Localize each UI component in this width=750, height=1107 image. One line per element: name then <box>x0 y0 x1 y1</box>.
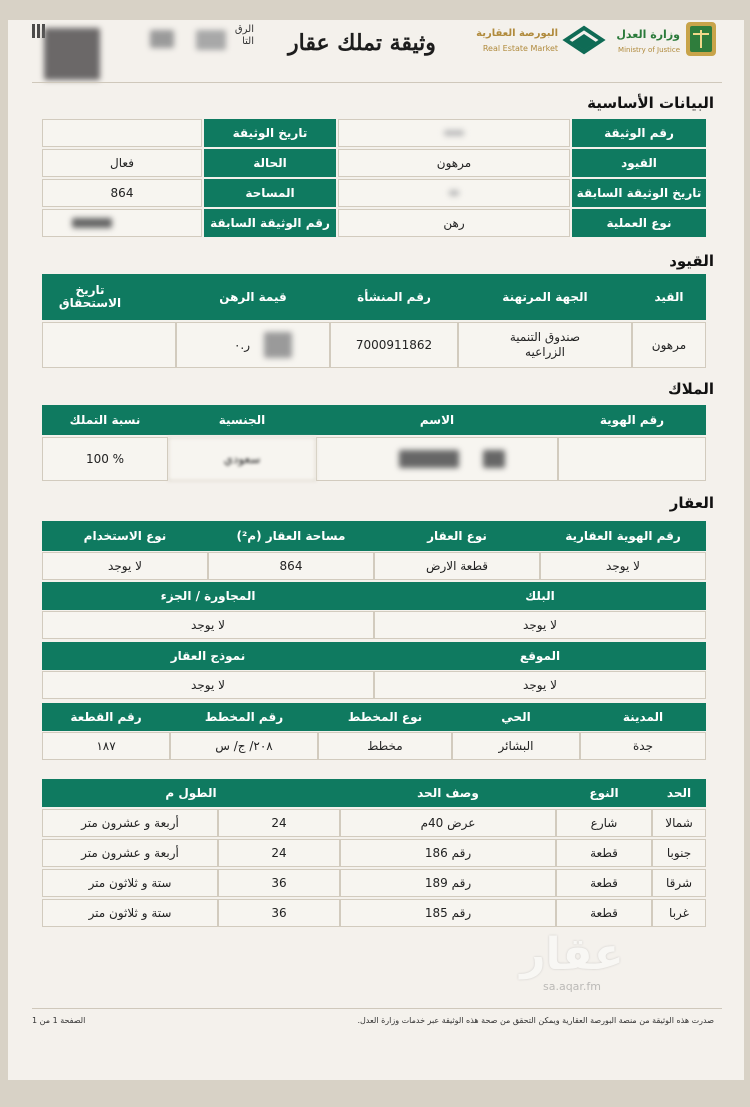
borders-col-direction: الحد <box>666 786 692 800</box>
borders-cell-direction: غربا <box>652 899 706 927</box>
header-small-text-2: التا <box>242 36 254 47</box>
property-col-location: الموقع <box>519 649 561 663</box>
market-logo-text-ar: البورصة العقارية <box>476 28 558 39</box>
property-cell-type: قطعة الارض <box>374 552 540 580</box>
value-doc-number <box>338 119 570 147</box>
property-cell-plot-number: ١٨٧ <box>42 732 170 760</box>
borders-cell-length: 24 <box>218 839 340 867</box>
owners-col-id: رقم الهوية <box>599 413 665 427</box>
borders-cell-type: شارع <box>556 809 652 837</box>
property-col-id: رقم الهوية العقارية <box>565 529 681 543</box>
restrictions-col-facility: رقم المنشأة <box>357 290 431 304</box>
restrictions-cell-type: مرهون <box>632 322 706 368</box>
borders-cell-length-words: أربعة و عشرون متر <box>42 839 218 867</box>
property-col-type: نوع العقار <box>427 529 487 543</box>
value-restrictions: مرهون <box>338 149 570 177</box>
borders-cell-length-words: أربعة و عشرون متر <box>42 809 218 837</box>
property-col-plot-number: رقم القطعة <box>70 710 142 724</box>
watermark-text-en: sa.aqar.fm <box>542 980 602 993</box>
redacted-value <box>449 190 459 196</box>
property-col-model: نموذج العقار <box>170 649 246 663</box>
header-small-text <box>228 24 254 48</box>
section-title-owners: الملاك <box>668 380 714 398</box>
property-cell-usage: لا يوجد <box>42 552 208 580</box>
market-logo-icon <box>562 20 606 60</box>
watermark-text-ar: عقار <box>520 929 624 980</box>
header-divider <box>32 82 722 83</box>
value-area: 864 <box>42 179 202 207</box>
restrictions-cell-due-date <box>42 322 176 368</box>
redacted-barcode <box>44 28 100 80</box>
label-prev-doc-date: تاريخ الوثيقة السابقة <box>572 179 706 207</box>
value-prev-doc-number <box>42 209 202 237</box>
borders-cell-desc: عرض 40م <box>340 809 556 837</box>
label-status: الحالة <box>204 149 336 177</box>
property-col-block: البلك <box>525 589 555 603</box>
ministry-logo-text-en: Ministry of Justice <box>618 46 680 54</box>
label-restrictions: القيود <box>572 149 706 177</box>
property-col-plan-type: نوع المخطط <box>347 710 423 724</box>
owners-col-percentage: نسبة التملك <box>69 413 141 427</box>
scales-emblem-icon <box>684 20 718 58</box>
redacted-value <box>72 218 112 228</box>
borders-cell-direction: جنوبا <box>652 839 706 867</box>
borders-cell-type: قطعة <box>556 869 652 897</box>
section-title-property: العقار <box>669 494 714 512</box>
restrictions-col-due-date: تاريخ الاستحقاق <box>58 283 122 310</box>
label-prev-doc-number: رقم الوثيقة السابقة <box>204 209 336 237</box>
borders-cell-direction: شمالا <box>652 809 706 837</box>
property-cell-id: لا يوجد <box>540 552 706 580</box>
owners-col-nationality: الجنسية <box>218 413 266 427</box>
borders-col-desc: وصف الحد <box>417 786 479 800</box>
property-col-neighborhood-part: المجاورة / الجزء <box>160 589 256 603</box>
owners-cell-percentage: 100 % <box>42 437 168 481</box>
restrictions-col-value: قيمة الرهن <box>219 290 287 304</box>
owners-cell-name <box>316 437 558 481</box>
ministry-logo-text-ar: وزارة العدل <box>616 28 680 41</box>
header-small-text-1: الرق <box>234 24 254 35</box>
borders-cell-type: قطعة <box>556 839 652 867</box>
property-col-district: الحي <box>501 710 531 724</box>
property-cell-area: 864 <box>208 552 374 580</box>
label-doc-date: تاريخ الوثيقة <box>204 119 336 147</box>
value-doc-date <box>42 119 202 147</box>
borders-col-length: الطول م <box>165 786 217 800</box>
property-cell-neighborhood-part: لا يوجد <box>42 611 374 639</box>
market-logo-text-en: Real Estate Market <box>482 44 558 53</box>
borders-cell-length-words: ستة و ثلاثون متر <box>42 899 218 927</box>
redacted-text <box>150 30 174 48</box>
borders-cell-direction: شرقا <box>652 869 706 897</box>
borders-cell-length: 36 <box>218 899 340 927</box>
property-col-city: المدينة <box>622 710 664 724</box>
footer-divider <box>32 1008 722 1009</box>
label-doc-number: رقم الوثيقة <box>572 119 706 147</box>
property-col-area: مساحة العقار (م²) <box>236 529 346 543</box>
footer-note: صدرت هذه الوثيقة من منصة البورصة العقارية ويمكن التحقق من صحة هذه الوثيقة عبر خدمات وزارة العدل. <box>357 1016 714 1025</box>
restrictions-cell-facility: 7000911862 <box>330 322 458 368</box>
watermark <box>512 930 632 1000</box>
borders-cell-length-words: ستة و ثلاثون متر <box>42 869 218 897</box>
label-area: المساحة <box>204 179 336 207</box>
restrictions-cell-entity: صندوق التنمية الزراعيه <box>458 322 632 368</box>
redacted-value <box>444 130 464 136</box>
restrictions-cell-value <box>176 322 330 368</box>
label-operation-type: نوع العملية <box>572 209 706 237</box>
property-cell-model: لا يوجد <box>42 671 374 699</box>
borders-col-type: النوع <box>589 786 619 800</box>
section-title-basic: البيانات الأساسية <box>587 94 714 112</box>
borders-cell-desc: رقم 186 <box>340 839 556 867</box>
redacted-value <box>483 450 505 468</box>
value-prev-doc-date <box>338 179 570 207</box>
real-estate-market-logo <box>478 20 608 60</box>
ministry-logo <box>614 20 720 60</box>
redacted-value <box>264 332 292 358</box>
borders-cell-length: 24 <box>218 809 340 837</box>
owners-cell-id <box>558 437 706 481</box>
value-operation-type: رهن <box>338 209 570 237</box>
document-page <box>8 20 744 1080</box>
property-cell-city: جدة <box>580 732 706 760</box>
redacted-text <box>196 30 226 50</box>
property-cell-plan-number: ٢٠٨/ ج/ س <box>170 732 318 760</box>
property-col-plan-number: رقم المخطط <box>204 710 284 724</box>
restrictions-col-type: القيد <box>654 290 684 304</box>
restrictions-value-suffix: ر.٠ <box>233 338 251 352</box>
borders-cell-type: قطعة <box>556 899 652 927</box>
redacted-value <box>399 450 459 468</box>
property-cell-district: البشائر <box>452 732 580 760</box>
property-cell-plan-type: مخطط <box>318 732 452 760</box>
restrictions-col-entity: الجهة المرتهنة <box>502 290 588 304</box>
borders-cell-length: 36 <box>218 869 340 897</box>
footer-page-number: الصفحة 1 من 1 <box>32 1016 86 1025</box>
owners-col-name: الاسم <box>419 413 455 427</box>
property-cell-location: لا يوجد <box>374 671 706 699</box>
property-cell-block: لا يوجد <box>374 611 706 639</box>
owners-cell-nationality: سعودي <box>168 437 316 481</box>
value-status: فعال <box>42 149 202 177</box>
page-title: وثيقة تملك عقار <box>288 30 436 56</box>
borders-cell-desc: رقم 189 <box>340 869 556 897</box>
borders-cell-desc: رقم 185 <box>340 899 556 927</box>
section-title-restrictions: القيود <box>669 252 714 270</box>
property-col-usage: نوع الاستخدام <box>83 529 167 543</box>
